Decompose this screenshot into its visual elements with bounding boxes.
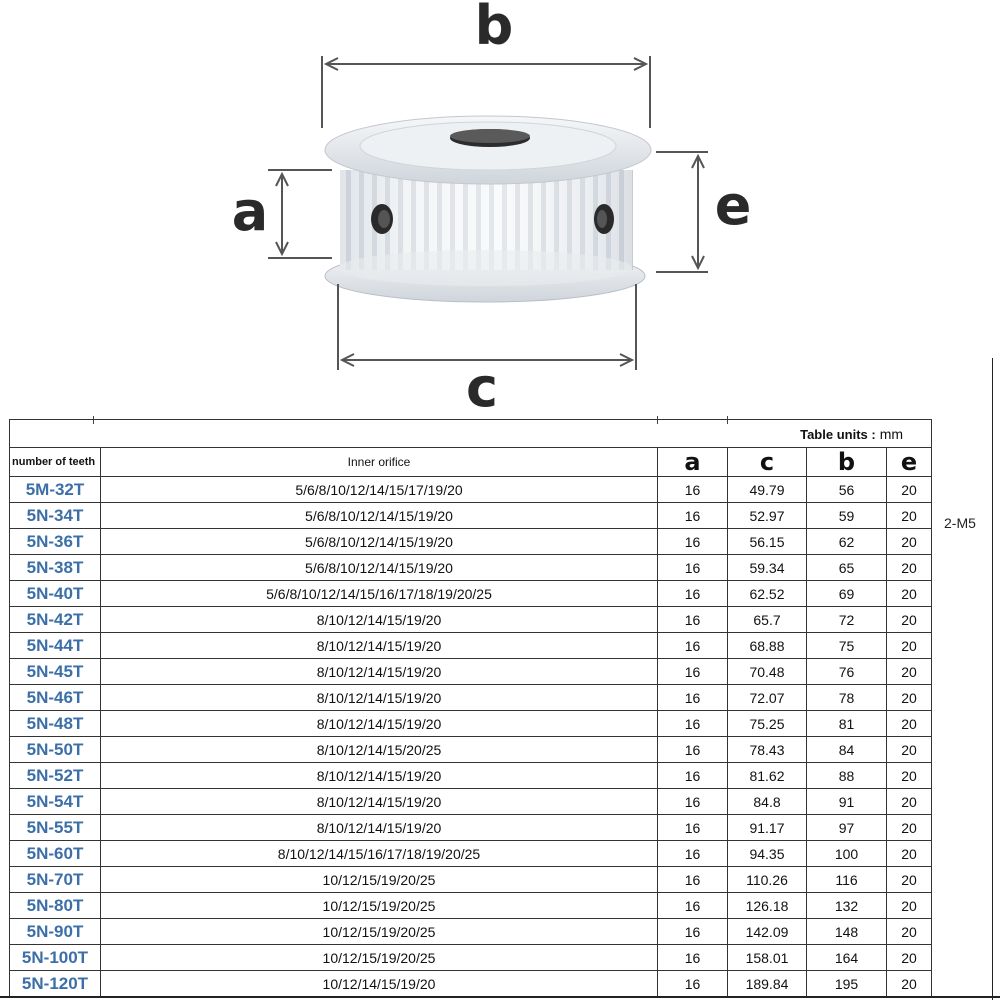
pulley-image: [325, 116, 651, 302]
table-units: [10, 420, 932, 448]
a-cell: 16: [658, 737, 728, 763]
orifice-cell: 10/12/15/19/20/25: [101, 867, 658, 893]
table-row: [10, 893, 932, 919]
frame-line-right: [992, 358, 993, 1000]
a-cell: 16: [658, 711, 728, 737]
set-screw-left-icon: [371, 204, 393, 234]
e-cell: 20: [887, 659, 932, 685]
pulley-diagram: [0, 0, 1000, 420]
b-cell: 75: [807, 633, 887, 659]
frame-line-bottom: [0, 996, 1000, 998]
units-row: [10, 420, 932, 448]
table-row: [10, 815, 932, 841]
c-cell: 94.35: [728, 841, 807, 867]
model-cell: 5N-80T: [10, 893, 101, 919]
c-cell: 72.07: [728, 685, 807, 711]
model-cell: 5N-45T: [10, 659, 101, 685]
a-cell: 16: [658, 659, 728, 685]
table-row: [10, 659, 932, 685]
b-cell: 78: [807, 685, 887, 711]
header-b: b: [807, 448, 887, 477]
table-row: [10, 841, 932, 867]
e-cell: 20: [887, 893, 932, 919]
b-cell: 76: [807, 659, 887, 685]
header-c: c: [728, 448, 807, 477]
e-cell: 20: [887, 919, 932, 945]
header-inner-orifice: Inner orifice: [101, 448, 658, 477]
e-cell: 20: [887, 555, 932, 581]
b-cell: 88: [807, 763, 887, 789]
c-cell: 91.17: [728, 815, 807, 841]
model-cell: 5N-52T: [10, 763, 101, 789]
orifice-cell: 8/10/12/14/15/16/17/18/19/20/25: [101, 841, 658, 867]
c-cell: 75.25: [728, 711, 807, 737]
b-cell: 84: [807, 737, 887, 763]
a-cell: 16: [658, 503, 728, 529]
table-row: [10, 477, 932, 503]
table-row: [10, 685, 932, 711]
model-cell: 5N-120T: [10, 971, 101, 997]
b-cell: 59: [807, 503, 887, 529]
units-label: Table units :: [800, 426, 876, 442]
e-cell: 20: [887, 737, 932, 763]
b-cell: 132: [807, 893, 887, 919]
c-cell: 65.7: [728, 607, 807, 633]
header-a: a: [658, 448, 728, 477]
orifice-cell: 10/12/15/19/20/25: [101, 945, 658, 971]
c-cell: 68.88: [728, 633, 807, 659]
a-cell: 16: [658, 607, 728, 633]
orifice-cell: 8/10/12/14/15/19/20: [101, 633, 658, 659]
table-row: [10, 971, 932, 997]
orifice-cell: 8/10/12/14/15/19/20: [101, 607, 658, 633]
e-cell: 20: [887, 581, 932, 607]
model-cell: 5N-40T: [10, 581, 101, 607]
dimension-label-a: a: [231, 180, 269, 243]
orifice-cell: 8/10/12/14/15/19/20: [101, 711, 658, 737]
units-value: mm: [879, 425, 904, 442]
e-cell: 20: [887, 503, 932, 529]
a-cell: 16: [658, 685, 728, 711]
model-cell: 5N-50T: [10, 737, 101, 763]
table-row: [10, 789, 932, 815]
model-cell: 5N-36T: [10, 529, 101, 555]
c-cell: 62.52: [728, 581, 807, 607]
e-cell: 20: [887, 633, 932, 659]
orifice-cell: 5/6/8/10/12/14/15/19/20: [101, 503, 658, 529]
orifice-cell: 5/6/8/10/12/14/15/17/19/20: [101, 477, 658, 503]
dimension-label-b: b: [474, 0, 514, 57]
orifice-cell: 8/10/12/14/15/19/20: [101, 763, 658, 789]
e-cell: 20: [887, 867, 932, 893]
orifice-cell: 8/10/12/14/15/19/20: [101, 815, 658, 841]
c-cell: 56.15: [728, 529, 807, 555]
e-cell: 20: [887, 607, 932, 633]
model-cell: 5N-48T: [10, 711, 101, 737]
spec-table: [9, 419, 932, 997]
table-row: [10, 919, 932, 945]
orifice-cell: 10/12/15/19/20/25: [101, 893, 658, 919]
b-cell: 164: [807, 945, 887, 971]
table-row: [10, 581, 932, 607]
header-row: [10, 448, 932, 477]
a-cell: 16: [658, 841, 728, 867]
table-row: [10, 711, 932, 737]
c-cell: 189.84: [728, 971, 807, 997]
c-cell: 126.18: [728, 893, 807, 919]
model-cell: 5N-90T: [10, 919, 101, 945]
header-e: e: [887, 448, 932, 477]
table-row: [10, 607, 932, 633]
e-cell: 20: [887, 711, 932, 737]
table-row: [10, 867, 932, 893]
c-cell: 110.26: [728, 867, 807, 893]
e-cell: 20: [887, 685, 932, 711]
c-cell: 59.34: [728, 555, 807, 581]
e-cell: 20: [887, 789, 932, 815]
orifice-cell: 5/6/8/10/12/14/15/16/17/18/19/20/25: [101, 581, 658, 607]
b-cell: 195: [807, 971, 887, 997]
a-cell: 16: [658, 945, 728, 971]
c-cell: 158.01: [728, 945, 807, 971]
e-cell: 20: [887, 763, 932, 789]
model-cell: 5N-46T: [10, 685, 101, 711]
model-cell: 5N-54T: [10, 789, 101, 815]
table-row: [10, 529, 932, 555]
e-cell: 20: [887, 815, 932, 841]
c-cell: 70.48: [728, 659, 807, 685]
dimension-label-e: e: [714, 174, 752, 237]
c-cell: 84.8: [728, 789, 807, 815]
e-cell: 20: [887, 945, 932, 971]
orifice-cell: 8/10/12/14/15/19/20: [101, 789, 658, 815]
a-cell: 16: [658, 893, 728, 919]
b-cell: 56: [807, 477, 887, 503]
b-cell: 116: [807, 867, 887, 893]
model-cell: 5N-42T: [10, 607, 101, 633]
e-cell: 20: [887, 529, 932, 555]
a-cell: 16: [658, 763, 728, 789]
b-cell: 62: [807, 529, 887, 555]
set-screw-right-icon: [594, 204, 614, 234]
table-row: [10, 555, 932, 581]
b-cell: 69: [807, 581, 887, 607]
table-row: [10, 737, 932, 763]
a-cell: 16: [658, 529, 728, 555]
b-cell: 148: [807, 919, 887, 945]
model-cell: 5N-70T: [10, 867, 101, 893]
table-row: [10, 945, 932, 971]
a-cell: 16: [658, 555, 728, 581]
orifice-cell: 5/6/8/10/12/14/15/19/20: [101, 529, 658, 555]
model-cell: 5M-32T: [10, 477, 101, 503]
orifice-cell: 8/10/12/14/15/19/20: [101, 685, 658, 711]
orifice-cell: 10/12/14/15/19/20: [101, 971, 658, 997]
model-cell: 5N-100T: [10, 945, 101, 971]
b-cell: 100: [807, 841, 887, 867]
e-cell: 20: [887, 971, 932, 997]
b-cell: 91: [807, 789, 887, 815]
c-cell: 78.43: [728, 737, 807, 763]
orifice-cell: 10/12/15/19/20/25: [101, 919, 658, 945]
dimension-label-c: c: [465, 356, 499, 419]
model-cell: 5N-55T: [10, 815, 101, 841]
c-cell: 81.62: [728, 763, 807, 789]
orifice-cell: 8/10/12/14/15/20/25: [101, 737, 658, 763]
c-cell: 142.09: [728, 919, 807, 945]
b-cell: 81: [807, 711, 887, 737]
side-note: 2-M5: [944, 515, 976, 531]
orifice-cell: 8/10/12/14/15/19/20: [101, 659, 658, 685]
table-row: [10, 763, 932, 789]
c-cell: 52.97: [728, 503, 807, 529]
table-row: [10, 503, 932, 529]
a-cell: 16: [658, 815, 728, 841]
model-cell: 5N-60T: [10, 841, 101, 867]
orifice-cell: 5/6/8/10/12/14/15/19/20: [101, 555, 658, 581]
c-cell: 49.79: [728, 477, 807, 503]
b-cell: 97: [807, 815, 887, 841]
a-cell: 16: [658, 971, 728, 997]
table-row: [10, 633, 932, 659]
b-cell: 65: [807, 555, 887, 581]
e-cell: 20: [887, 477, 932, 503]
a-cell: 16: [658, 477, 728, 503]
b-cell: 72: [807, 607, 887, 633]
model-cell: 5N-44T: [10, 633, 101, 659]
model-cell: 5N-38T: [10, 555, 101, 581]
a-cell: 16: [658, 919, 728, 945]
e-cell: 20: [887, 841, 932, 867]
header-teeth: number of teeth: [10, 448, 101, 477]
a-cell: 16: [658, 867, 728, 893]
a-cell: 16: [658, 633, 728, 659]
model-cell: 5N-34T: [10, 503, 101, 529]
a-cell: 16: [658, 581, 728, 607]
a-cell: 16: [658, 789, 728, 815]
